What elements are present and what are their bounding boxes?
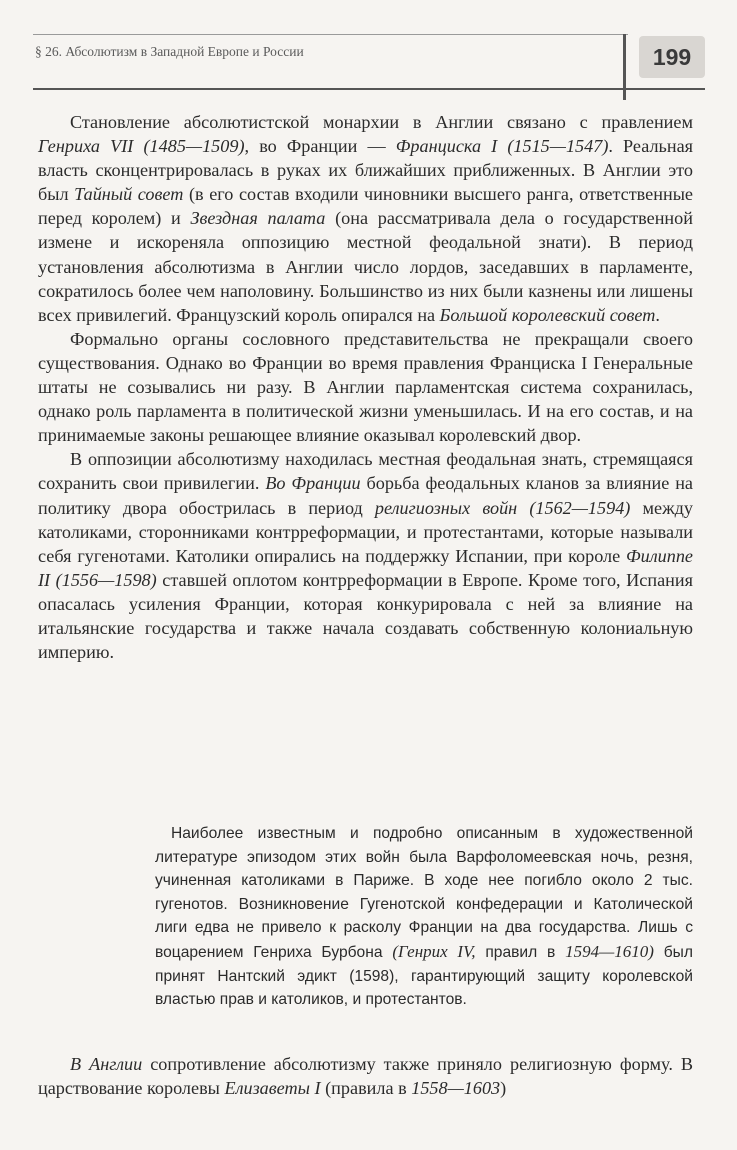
text-run: сопротивление абсолютизму также приняло религиозную форму. В царствование королевы [38,1054,693,1099]
main-text [38,110,693,664]
header-rule-top [33,34,628,35]
page-number: 199 [639,36,705,78]
text-run: . [655,304,660,325]
italic-term: 1558—1603 [411,1078,501,1099]
italic-term: Во Франции [265,473,361,494]
paragraph-4 [38,1052,693,1100]
text-run: (она рассматривала дела о государственной измене и искореняла оппозицию местной феодальной знати). В период установления абсолютизма в Англии число лордов, заседавших в парламенте, сократилось более чем наполовину. Большинство из них были казнены или лишены всех привилегий. Французский король опирался на [38,208,693,325]
text-run: Наиболее известным и подробно описанным в художественной литературе эпизодом этих войн была Варфоломеевская ночь, резня, учиненная католиками в Париже. В ходе нее погибло около 2 тыс. гугенотов. Возникновение Гугенотской конфедерации и Католической лиги едва не привело к расколу Франции на два государства. Лишь с воцарением Генриха Бурбона [155,825,693,961]
italic-term: (Генрих IV, [392,941,476,961]
header-divider [623,34,626,100]
text-run: В оппозиции абсолютизму находилась местная феодальная знать, стремящаяся сохранить свои привилегии. [38,449,693,494]
paragraph-2 [38,327,693,447]
text-run: ) [500,1078,507,1099]
text-run: Становление абсолютистской монархии в Англии связано с правлением [70,112,693,132]
italic-term: Тайный совет [74,184,184,205]
continued-text [38,1052,693,1100]
paragraph-3 [38,447,693,664]
italic-term: Звездная палата [190,208,326,229]
italic-term: религиозных войн (1562—1594) [374,497,631,518]
text-run: был принят Нантский эдикт (1598), гарантирующий защиту королевской властью прав и католиков, и протестантов. [155,943,693,1009]
italic-term: Елизаветы I [224,1078,321,1099]
page-header [33,34,705,92]
italic-term: 1594—1610) [565,941,654,961]
italic-term: Филиппе II (1556—1598) [38,545,693,590]
text-run: борьба феодальных кланов за влияние на политику двора обострилась в период [38,473,693,518]
italic-term: Генриха VII (1485—1509) [38,136,245,157]
header-rule-bottom [33,88,705,90]
inset-note [155,822,693,1012]
text-run: (правила в [320,1078,412,1099]
text-run: . Реальная власть сконцентрировалась в руках их ближайших приближенных. В Англии это был [38,136,694,205]
text-run: , во Франции — [244,136,396,157]
running-title: § 26. Абсолютизм в Западной Европе и России [35,44,304,59]
text-run: правил в [475,943,566,961]
paragraph-1 [38,110,693,327]
italic-term: Большой королевский совет [439,304,656,325]
italic-term: Франциска I (1515—1547) [395,136,609,157]
text-run: ставшей оплотом контрреформации в Европе. Кроме того, Испания опасалась усиления Франции, которая конкурировала с ней за влияние на итальянские государства и также начала создавать собственную колониальную империю. [38,569,693,663]
text-run: (в его состав входили чиновники высшего ранга, ответственные перед королем) и [38,184,693,229]
inset-paragraph [155,822,693,1012]
text-run: между католиками, сторонниками контрреформации, и протестантами, которые называли себя гугенотами. Католики опирались на поддержку Испании, при короле [38,497,693,566]
italic-term: В Англии [70,1054,143,1074]
text-run: Формально органы сословного представительства не прекращали своего существования. Однако во Франции во время правления Франциска I Генеральные штаты не созывались ни разу. В Англии парламентская система сохранилась, однако роль парламента в политической жизни уменьшилась. И на его состав, и на принимаемые законы решающее влияние оказывал королевский двор. [38,328,693,446]
